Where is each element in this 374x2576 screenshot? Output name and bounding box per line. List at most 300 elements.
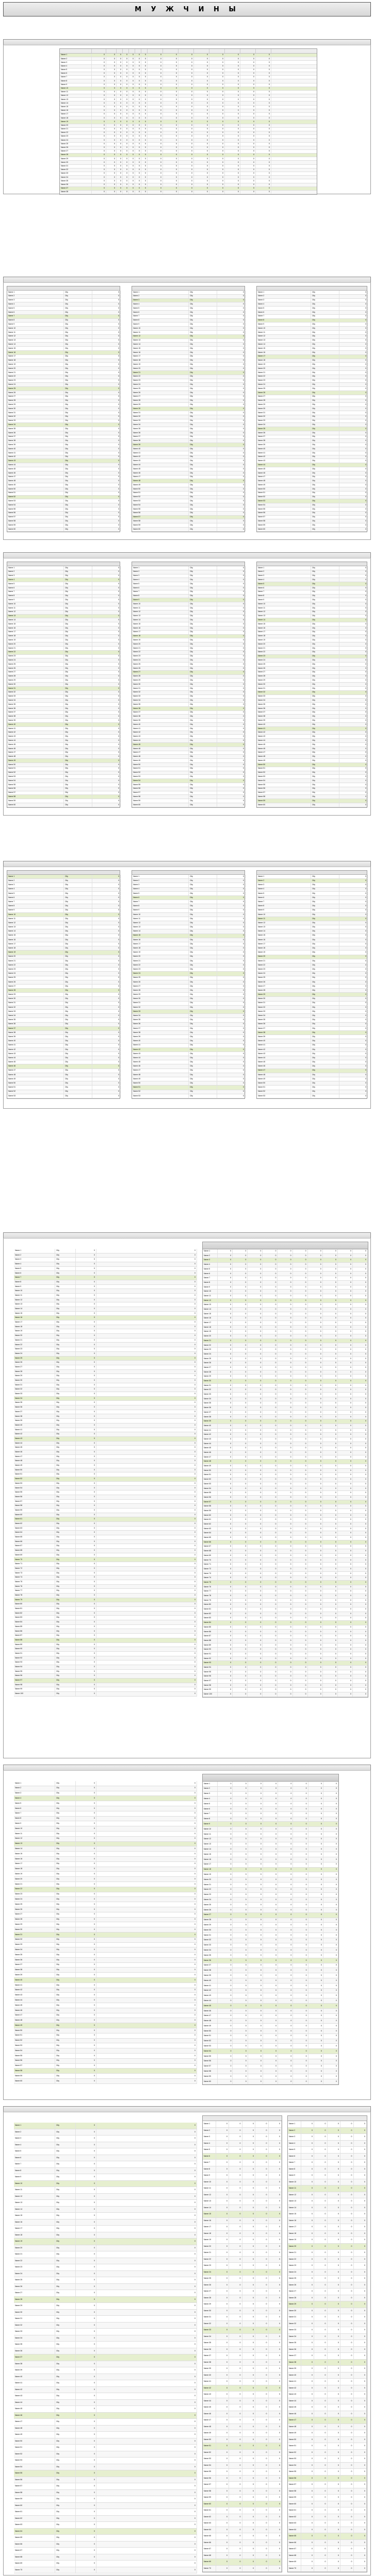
table-cell: 0 — [263, 1607, 278, 1612]
table-cell: 0 — [106, 79, 117, 82]
table-cell: 0 — [135, 139, 141, 142]
table-cell: 0 — [76, 1806, 96, 1811]
table-cell: 0 — [225, 57, 240, 60]
table-row — [132, 476, 245, 480]
table-cell: City — [64, 492, 92, 495]
table-cell: 0 — [256, 139, 271, 142]
table-cell: Name 38 — [132, 715, 189, 718]
table-cell: Name 96 — [14, 1674, 55, 1678]
table-row — [257, 719, 367, 723]
table-row — [132, 1027, 245, 1031]
table-cell: 0 — [240, 172, 256, 175]
table-cell: 0 — [339, 443, 368, 447]
table-cell: Name 56 — [7, 512, 64, 515]
table-cell: Name 8 — [7, 319, 64, 323]
table-cell: 0 — [248, 1625, 263, 1630]
table-cell: Name 46 — [7, 1064, 64, 1068]
table-cell: 0 — [263, 1549, 278, 1553]
table-cell: City — [189, 946, 217, 950]
table-cell: 0 — [308, 1812, 323, 1817]
table-row — [203, 1469, 368, 1473]
table-cell: Name 37 — [14, 1963, 55, 1968]
table-row — [7, 598, 120, 602]
table-cell: 0 — [233, 1634, 248, 1638]
table-cell: 0 — [96, 1414, 197, 1418]
table-row — [132, 771, 245, 775]
table-cell: 0 — [353, 1419, 368, 1423]
table-cell: Name 28 — [132, 399, 189, 403]
table-cell: Name 27 — [7, 985, 64, 988]
table-cell: 0 — [278, 1857, 293, 1862]
table-cell: Name 36 — [132, 707, 189, 710]
table-cell: City — [55, 1817, 76, 1821]
table-cell: 0 — [96, 1683, 197, 1687]
table-cell: 0 — [117, 187, 123, 190]
table-row — [14, 1338, 197, 1343]
table-cell: 0 — [92, 339, 121, 343]
table-cell: 0 — [96, 1455, 197, 1459]
table-cell: 0 — [129, 106, 135, 109]
table-cell: 0 — [76, 1567, 96, 1571]
table-cell: 0 — [323, 1589, 338, 1594]
table-cell: 0 — [218, 1397, 233, 1401]
table-cell: 0 — [96, 1857, 197, 1861]
table-cell: 0 — [194, 79, 209, 82]
table-cell: Name 20 — [203, 1334, 218, 1338]
table-row — [203, 1357, 368, 1362]
table-cell: Name 49 — [14, 1464, 55, 1468]
table-cell: 0 — [123, 157, 129, 160]
table-cell: 0 — [293, 1370, 308, 1375]
table-cell: 0 — [339, 435, 368, 439]
table-cell: 0 — [339, 989, 368, 992]
table-cell: Name 34 — [7, 699, 64, 702]
table-cell: City — [189, 447, 217, 451]
table-cell: 0 — [76, 1817, 96, 1821]
table-cell: Name 15 — [132, 622, 189, 626]
table-cell: 0 — [76, 1249, 96, 1253]
table-row — [14, 2054, 197, 2059]
table-cell: 0 — [96, 1357, 197, 1361]
table-cell: 0 — [323, 1455, 338, 1460]
table-cell: 0 — [339, 1039, 368, 1043]
table-cell: 0 — [339, 904, 368, 908]
table-cell: 0 — [76, 1312, 96, 1316]
table-cell: 0 — [278, 1558, 292, 1562]
table-cell: 0 — [135, 187, 141, 190]
table-cell: City — [55, 1687, 76, 1691]
table-cell: 0 — [96, 1383, 197, 1387]
table-cell: 0 — [96, 1432, 197, 1436]
table-cell: 0 — [92, 1031, 121, 1035]
table-cell: Name 26 — [257, 667, 311, 670]
table-cell: 0 — [293, 1802, 308, 1806]
table-cell: 0 — [148, 128, 163, 131]
table-cell: City — [311, 963, 339, 967]
table-cell: City — [64, 925, 92, 929]
table-cell: Name 26 — [14, 1907, 55, 1912]
table-row — [132, 419, 245, 423]
table-cell: 0 — [217, 606, 246, 610]
table-row — [60, 143, 317, 146]
table-cell: 0 — [123, 120, 129, 123]
table-cell: 0 — [263, 1643, 278, 1648]
table-cell: City — [311, 523, 339, 527]
table-cell: 0 — [92, 154, 106, 157]
table-cell: 0 — [76, 1509, 96, 1513]
table-row — [14, 2059, 197, 2064]
table-cell: City — [311, 487, 339, 491]
table-cell: 0 — [123, 83, 129, 87]
table-row — [14, 1495, 197, 1500]
table-cell: City — [311, 879, 339, 883]
table-cell: City — [311, 311, 339, 314]
table-cell: Name 99 — [203, 1688, 218, 1692]
table-cell: City — [64, 1077, 92, 1081]
table-row — [203, 1303, 368, 1308]
table-row — [14, 1625, 197, 1630]
table-row — [203, 1316, 368, 1321]
table-row — [132, 415, 245, 419]
table-cell: 0 — [338, 1491, 353, 1495]
table-cell: City — [189, 993, 217, 996]
table-row — [203, 1290, 368, 1294]
table-cell: 0 — [248, 1254, 263, 1258]
table-row — [60, 79, 317, 83]
table-cell: 0 — [217, 795, 246, 799]
table-row — [132, 315, 245, 319]
table-row — [7, 1044, 120, 1048]
table-cell: 0 — [263, 1599, 278, 1603]
table-cell: 0 — [76, 1383, 96, 1387]
table-cell: 0 — [248, 1500, 263, 1504]
table-cell: 0 — [293, 1249, 308, 1253]
table-cell: 0 — [308, 1842, 323, 1847]
table-cell: City — [311, 980, 339, 984]
table-row — [14, 1679, 197, 1683]
table-cell: City — [189, 602, 217, 606]
table-cell: 0 — [76, 1918, 96, 1922]
table-cell: 0 — [263, 1812, 278, 1817]
table-row — [132, 371, 245, 375]
table-cell: City — [55, 1307, 76, 1311]
table-cell: City — [64, 463, 92, 467]
table-cell: 0 — [293, 1630, 308, 1634]
table-cell: City — [189, 739, 217, 742]
table-cell: 0 — [225, 94, 240, 97]
table-cell: 0 — [293, 1316, 308, 1320]
table-cell: Name 57 — [132, 791, 189, 795]
table-cell: 0 — [353, 1657, 368, 1661]
table-cell: 0 — [92, 743, 121, 747]
table-cell: 0 — [278, 1496, 292, 1500]
table-cell: 0 — [308, 1388, 323, 1392]
table-cell: 0 — [339, 523, 368, 527]
table-cell: Name 22 — [132, 651, 189, 654]
table-row — [203, 1249, 368, 1254]
subtable-4-2 — [132, 870, 245, 1099]
table-cell: 0 — [141, 168, 148, 172]
table-row — [257, 319, 367, 323]
table-cell: City — [311, 492, 339, 495]
table-cell: Name 2 — [7, 295, 64, 298]
table-cell: Name 30 — [14, 1379, 55, 1383]
table-row — [203, 1496, 368, 1500]
table-cell: 0 — [308, 1527, 323, 1531]
table-cell: 0 — [76, 1922, 96, 1927]
table-cell: Name 1 — [132, 566, 189, 570]
table-cell: 0 — [92, 651, 121, 654]
table-row — [14, 1571, 197, 1576]
table-cell: 0 — [129, 76, 135, 79]
table-cell: 0 — [233, 1258, 248, 1262]
table-cell: 0 — [338, 1401, 353, 1405]
table-row — [14, 1867, 197, 1872]
section-3-body — [3, 558, 371, 816]
table-row — [7, 719, 120, 723]
table-cell: 0 — [194, 72, 209, 75]
table-cell: 0 — [92, 379, 121, 383]
table-cell: 0 — [76, 1907, 96, 1912]
table-cell: 0 — [218, 1599, 233, 1603]
table-row — [7, 1077, 120, 1081]
table-cell: 0 — [217, 719, 246, 722]
table-cell: 0 — [92, 1027, 121, 1030]
table-cell: 0 — [308, 1415, 323, 1419]
table-cell: City — [64, 1064, 92, 1068]
table-cell: 0 — [163, 191, 178, 194]
table-row — [203, 1486, 368, 1491]
table-cell: 0 — [225, 168, 240, 172]
table-cell: 0 — [92, 615, 121, 618]
table-row — [132, 638, 245, 642]
table-cell: 0 — [233, 1455, 248, 1460]
table-cell: 0 — [338, 1504, 353, 1509]
table-cell: Name 45 — [7, 1060, 64, 1064]
table-row — [257, 383, 367, 387]
table-cell: 0 — [123, 79, 129, 82]
table-cell: City — [64, 993, 92, 996]
table-row — [14, 1316, 197, 1320]
table-row — [132, 759, 245, 763]
table-cell: 0 — [217, 512, 246, 515]
table-cell: Name 95 — [203, 1670, 218, 1674]
table-cell: 0 — [263, 1883, 278, 1887]
table-row — [203, 1330, 368, 1334]
table-cell: 0 — [135, 72, 141, 75]
table-cell: Name 49 — [14, 2023, 55, 2028]
subtable-title — [7, 286, 120, 291]
table-cell: 0 — [135, 183, 141, 187]
table-cell: 0 — [178, 83, 194, 87]
table-cell: 0 — [323, 1290, 338, 1294]
table-cell: Name 39 — [132, 443, 189, 447]
table-cell: 0 — [92, 909, 121, 912]
table-cell: 0 — [233, 1872, 248, 1877]
table-row — [7, 647, 120, 651]
table-cell: 0 — [217, 655, 246, 658]
table-cell: 0 — [96, 1562, 197, 1566]
table-cell: 0 — [339, 299, 368, 302]
table-cell: 0 — [308, 1827, 323, 1832]
table-cell: Name 42 — [257, 455, 311, 459]
table-cell: 0 — [117, 150, 123, 153]
table-cell: 0 — [233, 1563, 248, 1567]
table-row — [132, 896, 245, 900]
table-cell: Name 47 — [14, 1455, 55, 1459]
table-cell: City — [311, 942, 339, 946]
table-cell: 0 — [339, 1056, 368, 1060]
table-cell: 0 — [96, 1882, 197, 1887]
table-cell: 0 — [217, 375, 246, 379]
table-cell: 0 — [141, 172, 148, 175]
table-cell: 0 — [353, 1648, 368, 1652]
table-cell: 0 — [92, 528, 121, 531]
table-row — [60, 65, 317, 69]
table-cell: 0 — [263, 1692, 278, 1697]
table-cell: City — [189, 387, 217, 391]
table-cell: City — [64, 727, 92, 731]
table-cell: 0 — [339, 379, 368, 383]
table-cell: 0 — [123, 57, 129, 60]
table-cell: Name 36 — [7, 431, 64, 435]
table-cell: City — [189, 1048, 217, 1052]
table-cell: 0 — [178, 187, 194, 190]
table-cell: 0 — [218, 1807, 233, 1811]
table-cell: 0 — [308, 1267, 323, 1272]
table-cell: 0 — [96, 1459, 197, 1463]
table-cell: Name 87 — [203, 1634, 218, 1638]
table-cell: City — [311, 715, 339, 718]
table-row — [14, 2064, 197, 2069]
table-cell: 0 — [218, 1486, 233, 1490]
table-cell: Name 29 — [257, 993, 311, 996]
table-row — [7, 471, 120, 476]
table-cell: 0 — [96, 1620, 197, 1624]
table-cell: Name 53 — [132, 1094, 189, 1098]
table-cell: City — [311, 363, 339, 366]
table-cell: 0 — [76, 1963, 96, 1968]
table-row — [14, 1289, 197, 1294]
table-cell: 0 — [293, 1572, 308, 1576]
table-cell: Name 19 — [132, 638, 189, 642]
table-row — [257, 1056, 367, 1060]
table-row — [257, 528, 367, 532]
table-cell: 0 — [218, 1429, 233, 1433]
table-cell: 0 — [76, 1472, 96, 1477]
table-cell: City — [55, 1280, 76, 1284]
table-cell: 0 — [339, 1077, 368, 1081]
table-cell: 0 — [263, 1258, 278, 1262]
table-cell: 0 — [339, 319, 368, 323]
table-cell: 0 — [263, 1877, 278, 1882]
table-cell: 0 — [92, 496, 121, 499]
table-cell: 0 — [240, 165, 256, 168]
table-row — [203, 1464, 368, 1469]
table-cell: 0 — [240, 91, 256, 94]
table-cell: City — [311, 399, 339, 403]
table-row — [60, 87, 317, 91]
table-row — [257, 598, 367, 602]
table-cell: City — [189, 618, 217, 622]
subtable-title — [203, 1242, 368, 1249]
table-cell: City — [55, 1276, 76, 1280]
table-cell: 0 — [76, 1450, 96, 1454]
table-cell: 0 — [76, 1867, 96, 1872]
table-cell: 0 — [308, 1357, 323, 1361]
table-row — [7, 359, 120, 363]
table-cell: 0 — [148, 113, 163, 116]
table-cell: 0 — [96, 1527, 197, 1531]
table-row — [14, 2074, 197, 2079]
table-cell: 0 — [96, 2033, 197, 2038]
table-row — [203, 1792, 338, 1797]
table-cell: 0 — [293, 1883, 308, 1887]
table-cell: Name 10 — [14, 1289, 55, 1293]
table-cell: City — [55, 1477, 76, 1481]
table-cell: Name 53 — [7, 1094, 64, 1098]
table-cell: Name 48 — [203, 1460, 218, 1464]
table-cell: Name 55 — [257, 507, 311, 511]
table-cell: Name 76 — [14, 1585, 55, 1589]
table-cell: 0 — [248, 1424, 263, 1428]
table-cell: 0 — [163, 87, 178, 90]
table-cell: City — [55, 1320, 76, 1325]
table-cell: Name 16 — [60, 109, 92, 112]
table-cell: 0 — [233, 1807, 248, 1811]
table-cell: 0 — [76, 1687, 96, 1691]
table-row — [203, 1670, 368, 1675]
table-cell: City — [311, 467, 339, 471]
table-cell: 0 — [263, 1684, 278, 1688]
table-cell: 0 — [96, 1490, 197, 1495]
table-cell: 0 — [323, 1852, 338, 1857]
table-cell: 0 — [338, 1370, 353, 1375]
table-cell: 0 — [92, 929, 121, 933]
table-cell: 0 — [135, 57, 141, 60]
table-cell: 0 — [96, 1517, 197, 1521]
table-cell: Name 1 — [203, 1249, 218, 1253]
table-cell: City — [55, 1589, 76, 1593]
table-cell: 0 — [248, 1797, 263, 1801]
table-cell: 0 — [353, 1339, 368, 1343]
table-cell: 0 — [92, 91, 106, 94]
table-cell: Name 11 — [132, 606, 189, 610]
table-cell: 0 — [106, 154, 117, 157]
table-cell: Name 16 — [7, 626, 64, 630]
table-cell: Name 37 — [203, 1411, 218, 1415]
table-cell: 0 — [233, 1616, 248, 1620]
table-cell: 0 — [233, 1343, 248, 1347]
table-cell: 0 — [129, 54, 135, 57]
table-row — [203, 1616, 368, 1621]
table-cell: City — [64, 383, 92, 386]
table-cell: 0 — [92, 663, 121, 666]
table-row — [14, 1647, 197, 1652]
table-cell: City — [189, 499, 217, 503]
table-cell: City — [311, 1048, 339, 1052]
table-row — [132, 767, 245, 771]
table-row — [203, 1254, 368, 1259]
table-cell: 0 — [96, 1983, 197, 1988]
table-cell: 0 — [163, 135, 178, 138]
table-cell: City — [55, 1397, 76, 1401]
table-cell: 0 — [233, 1366, 248, 1370]
table-cell: Name 60 — [203, 1514, 218, 1518]
table-row — [203, 1281, 368, 1285]
table-cell: 0 — [135, 191, 141, 194]
table-cell: 0 — [339, 771, 368, 775]
